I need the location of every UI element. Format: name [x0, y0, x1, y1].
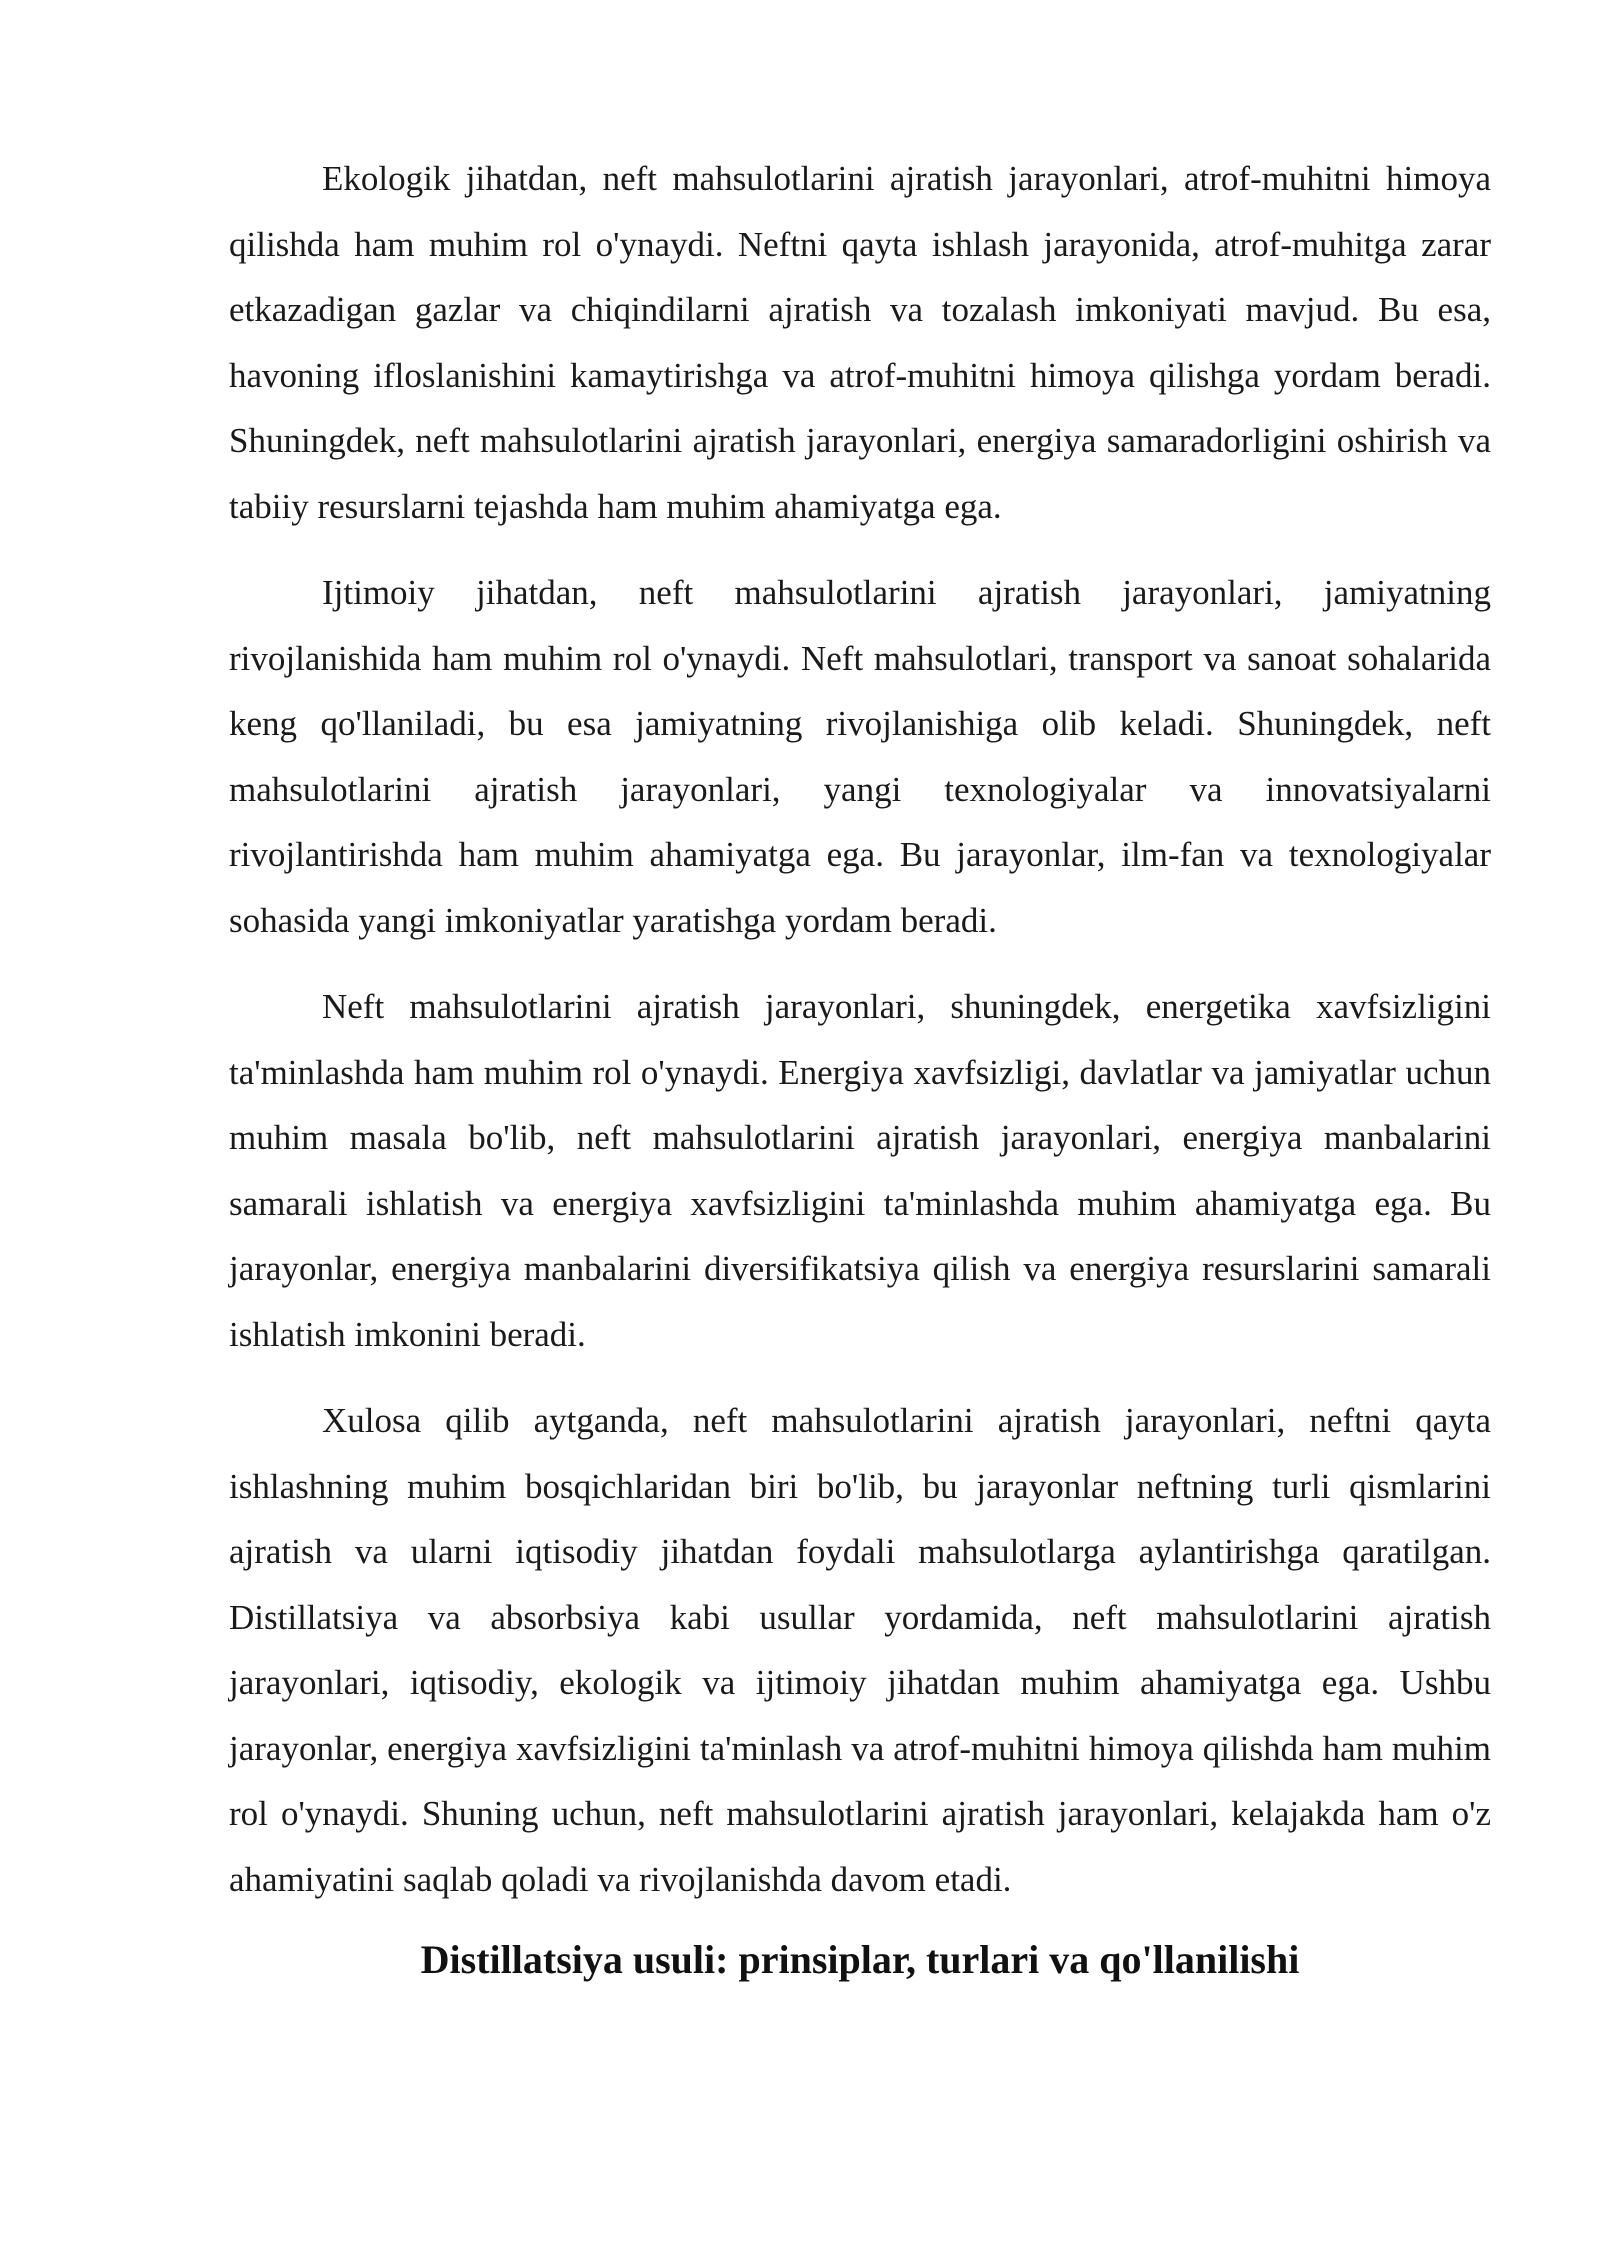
paragraph-energy-security: Neft mahsulotlarini ajratish jarayonlari, shuningdek, energetika xavfsizligini ta'minlashda ham muhim rol o'ynaydi. Energiya xavfsizligi, davlatlar va jamiyatlar uchun muhim masala bo'lib, neft mahsulotlarini ajratish jarayonlari, energiya manbalarini samarali ishlatish va energiya xavfsizligini ta'minlashda muhim ahamiyatga ega. Bu jarayonlar, energiya manbalarini diversifikatsiya qilish va energiya resurslarini samarali ishlatish imkonini beradi. [229, 987, 1491, 1354]
document-page [229, 146, 1491, 1986]
paragraph-conclusion: Xulosa qilib aytganda, neft mahsulotlarini ajratish jarayonlari, neftni qayta ishlashning muhim bosqichlaridan biri bo'lib, bu jarayonlar neftning turli qismlarini ajratish va ularni iqtisodiy jihatdan foydali mahsulotlarga aylantirishga qaratilgan. Distillatsiya va absorbsiya kabi usullar yordamida, neft mahsulotlarini ajratish jarayonlari, iqtisodiy, ekologik va ijtimoiy jihatdan muhim ahamiyatga ega. Ushbu jarayonlar, energiya xavfsizligini ta'minlash va atrof-muhitni himoya qilishda ham muhim rol o'ynaydi. Shuning uchun, neft mahsulotlarini ajratish jarayonlari, kelajakda ham o'z ahamiyatini saqlab qoladi va rivojlanishda davom etadi. [229, 1401, 1491, 1899]
paragraph-social: Ijtimoiy jihatdan, neft mahsulotlarini ajratish jarayonlari, jamiyatning rivojlanishida ham muhim rol o'ynaydi. Neft mahsulotlari, transport va sanoat sohalarida keng qo'llaniladi, bu esa jamiyatning rivojlanishiga olib keladi. Shuningdek, neft mahsulotlarini ajratish jarayonlari, yangi texnologiyalar va innovatsiyalarni rivojlantirishda ham muhim ahamiyatga ega. Bu jarayonlar, ilm-fan va texnologiyalar sohasida yangi imkoniyatlar yaratishga yordam beradi. [229, 573, 1491, 940]
section-heading: Distillatsiya usuli: prinsiplar, turlari va qo'llanilishi [420, 1937, 1300, 1982]
paragraph-ecological: Ekologik jihatdan, neft mahsulotlarini ajratish jarayonlari, atrof-muhitni himoya qilishda ham muhim rol o'ynaydi. Neftni qayta ishlash jarayonida, atrof-muhitga zarar etkazadigan gazlar va chiqindilarni ajratish va tozalash imkoniyati mavjud. Bu esa, havoning ifloslanishini kamaytirishga va atrof-muhitni himoya qilishga yordam beradi. Shuningdek, neft mahsulotlarini ajratish jarayonlari, energiya samaradorligini oshirish va tabiiy resurslarni tejashda ham muhim ahamiyatga ega. [229, 159, 1491, 526]
